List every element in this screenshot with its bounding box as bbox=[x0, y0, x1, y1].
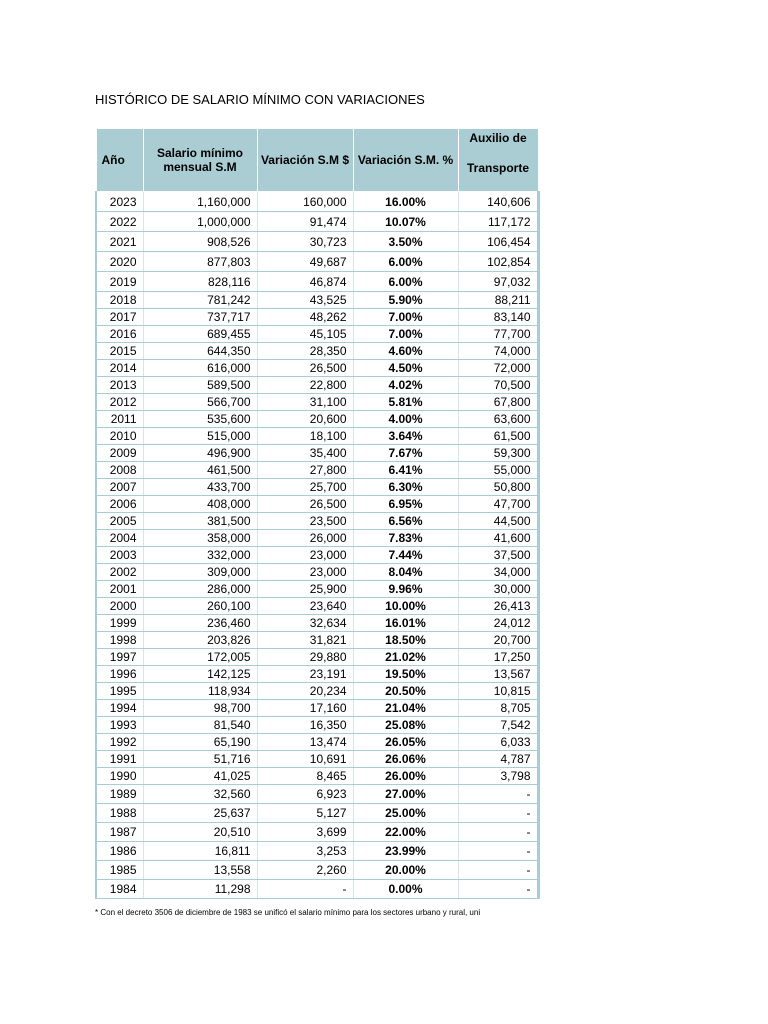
table-row bbox=[96, 343, 538, 360]
cell-variation-pct: 18.50% bbox=[353, 632, 458, 649]
cell-salary: 332,000 bbox=[143, 547, 257, 564]
cell-year: 1987 bbox=[96, 823, 143, 842]
cell-year: 2013 bbox=[96, 377, 143, 394]
cell-year: 2023 bbox=[96, 192, 143, 212]
cell-variation-pct: 4.00% bbox=[353, 411, 458, 428]
cell-transport-aid: 97,032 bbox=[458, 272, 538, 292]
cell-variation: 3,699 bbox=[257, 823, 353, 842]
cell-transport-aid: 83,140 bbox=[458, 309, 538, 326]
table-row bbox=[96, 861, 538, 880]
cell-transport-aid: 63,600 bbox=[458, 411, 538, 428]
cell-year: 1991 bbox=[96, 751, 143, 768]
cell-year: 2000 bbox=[96, 598, 143, 615]
cell-variation: 35,400 bbox=[257, 445, 353, 462]
cell-transport-aid: 72,000 bbox=[458, 360, 538, 377]
cell-variation: 20,600 bbox=[257, 411, 353, 428]
cell-variation: 17,160 bbox=[257, 700, 353, 717]
table-row bbox=[96, 192, 538, 212]
cell-variation-pct: 20.50% bbox=[353, 683, 458, 700]
document-title: HISTÓRICO DE SALARIO MÍNIMO CON VARIACIONES bbox=[95, 92, 425, 107]
cell-year: 1992 bbox=[96, 734, 143, 751]
cell-transport-aid: 55,000 bbox=[458, 462, 538, 479]
cell-transport-aid: 67,800 bbox=[458, 394, 538, 411]
cell-salary: 25,637 bbox=[143, 804, 257, 823]
cell-variation: 27,800 bbox=[257, 462, 353, 479]
cell-transport-aid: 20,700 bbox=[458, 632, 538, 649]
cell-salary: 16,811 bbox=[143, 842, 257, 861]
cell-year: 2008 bbox=[96, 462, 143, 479]
cell-transport-aid: 106,454 bbox=[458, 232, 538, 252]
cell-transport-aid: 47,700 bbox=[458, 496, 538, 513]
cell-year: 1993 bbox=[96, 717, 143, 734]
cell-salary: 616,000 bbox=[143, 360, 257, 377]
cell-salary: 203,826 bbox=[143, 632, 257, 649]
cell-variation-pct: 7.00% bbox=[353, 326, 458, 343]
table-row bbox=[96, 785, 538, 804]
cell-variation: 25,900 bbox=[257, 581, 353, 598]
cell-variation-pct: 6.30% bbox=[353, 479, 458, 496]
cell-variation: 91,474 bbox=[257, 212, 353, 232]
cell-transport-aid: 6,033 bbox=[458, 734, 538, 751]
cell-year: 1989 bbox=[96, 785, 143, 804]
cell-variation-pct: 5.81% bbox=[353, 394, 458, 411]
cell-variation-pct: 4.50% bbox=[353, 360, 458, 377]
cell-variation-pct: 0.00% bbox=[353, 880, 458, 899]
cell-variation-pct: 4.02% bbox=[353, 377, 458, 394]
table-row bbox=[96, 513, 538, 530]
table-row bbox=[96, 394, 538, 411]
cell-year: 2020 bbox=[96, 252, 143, 272]
cell-transport-aid: 44,500 bbox=[458, 513, 538, 530]
cell-transport-aid: 77,700 bbox=[458, 326, 538, 343]
cell-transport-aid: 30,000 bbox=[458, 581, 538, 598]
cell-year: 2001 bbox=[96, 581, 143, 598]
footnote: * Con el decreto 3506 de diciembre de 1983 se unificó el salario mínimo para los sectores urbano y rural, uni bbox=[95, 908, 481, 917]
cell-transport-aid: 61,500 bbox=[458, 428, 538, 445]
cell-salary: 81,540 bbox=[143, 717, 257, 734]
cell-variation: 3,253 bbox=[257, 842, 353, 861]
cell-transport-aid: - bbox=[458, 804, 538, 823]
table-row bbox=[96, 360, 538, 377]
cell-salary: 260,100 bbox=[143, 598, 257, 615]
cell-year: 2007 bbox=[96, 479, 143, 496]
table-row bbox=[96, 377, 538, 394]
cell-variation-pct: 5.90% bbox=[353, 292, 458, 309]
cell-salary: 461,500 bbox=[143, 462, 257, 479]
cell-transport-aid: - bbox=[458, 861, 538, 880]
cell-salary: 589,500 bbox=[143, 377, 257, 394]
cell-year: 1999 bbox=[96, 615, 143, 632]
cell-transport-aid: 8,705 bbox=[458, 700, 538, 717]
cell-variation-pct: 19.50% bbox=[353, 666, 458, 683]
table-row bbox=[96, 581, 538, 598]
cell-salary: 51,716 bbox=[143, 751, 257, 768]
table-row bbox=[96, 700, 538, 717]
cell-variation: 25,700 bbox=[257, 479, 353, 496]
cell-salary: 908,526 bbox=[143, 232, 257, 252]
cell-year: 2017 bbox=[96, 309, 143, 326]
table-row bbox=[96, 479, 538, 496]
cell-salary: 1,160,000 bbox=[143, 192, 257, 212]
table-row bbox=[96, 734, 538, 751]
table-header-row bbox=[96, 129, 538, 192]
cell-variation: 8,465 bbox=[257, 768, 353, 785]
cell-variation-pct: 16.00% bbox=[353, 192, 458, 212]
cell-variation: 31,100 bbox=[257, 394, 353, 411]
cell-year: 1988 bbox=[96, 804, 143, 823]
cell-variation-pct: 3.50% bbox=[353, 232, 458, 252]
cell-variation-pct: 10.00% bbox=[353, 598, 458, 615]
cell-variation: 49,687 bbox=[257, 252, 353, 272]
cell-variation: 26,500 bbox=[257, 360, 353, 377]
cell-salary: 496,900 bbox=[143, 445, 257, 462]
cell-salary: 828,116 bbox=[143, 272, 257, 292]
cell-salary: 32,560 bbox=[143, 785, 257, 804]
cell-variation: 160,000 bbox=[257, 192, 353, 212]
cell-year: 2009 bbox=[96, 445, 143, 462]
table-row bbox=[96, 683, 538, 700]
cell-variation: 20,234 bbox=[257, 683, 353, 700]
table-row bbox=[96, 751, 538, 768]
cell-variation-pct: 6.95% bbox=[353, 496, 458, 513]
cell-salary: 286,000 bbox=[143, 581, 257, 598]
cell-variation-pct: 26.00% bbox=[353, 768, 458, 785]
cell-salary: 358,000 bbox=[143, 530, 257, 547]
cell-year: 1998 bbox=[96, 632, 143, 649]
table-row bbox=[96, 564, 538, 581]
table-row bbox=[96, 445, 538, 462]
cell-salary: 13,558 bbox=[143, 861, 257, 880]
cell-variation-pct: 7.67% bbox=[353, 445, 458, 462]
cell-variation-pct: 21.02% bbox=[353, 649, 458, 666]
cell-year: 1984 bbox=[96, 880, 143, 899]
table-body bbox=[96, 192, 538, 899]
cell-variation-pct: 16.01% bbox=[353, 615, 458, 632]
cell-transport-aid: 4,787 bbox=[458, 751, 538, 768]
table-row bbox=[96, 547, 538, 564]
cell-salary: 236,460 bbox=[143, 615, 257, 632]
cell-salary: 309,000 bbox=[143, 564, 257, 581]
cell-transport-aid: 102,854 bbox=[458, 252, 538, 272]
table-row bbox=[96, 649, 538, 666]
table-row bbox=[96, 232, 538, 252]
cell-transport-aid: 17,250 bbox=[458, 649, 538, 666]
table-row bbox=[96, 768, 538, 785]
header-transport-aid bbox=[458, 129, 538, 192]
table-row bbox=[96, 462, 538, 479]
cell-salary: 98,700 bbox=[143, 700, 257, 717]
table-row bbox=[96, 823, 538, 842]
cell-variation-pct: 6.00% bbox=[353, 252, 458, 272]
cell-year: 2005 bbox=[96, 513, 143, 530]
cell-variation-pct: 25.00% bbox=[353, 804, 458, 823]
cell-salary: 11,298 bbox=[143, 880, 257, 899]
cell-transport-aid: 74,000 bbox=[458, 343, 538, 360]
cell-variation: 23,500 bbox=[257, 513, 353, 530]
cell-transport-aid: - bbox=[458, 842, 538, 861]
cell-variation-pct: 7.00% bbox=[353, 309, 458, 326]
cell-transport-aid: 7,542 bbox=[458, 717, 538, 734]
cell-salary: 689,455 bbox=[143, 326, 257, 343]
table-row bbox=[96, 292, 538, 309]
header-transport-aid-line1: Auxilio de bbox=[469, 131, 527, 145]
cell-transport-aid: 24,012 bbox=[458, 615, 538, 632]
cell-transport-aid: 13,567 bbox=[458, 666, 538, 683]
cell-variation: 23,191 bbox=[257, 666, 353, 683]
cell-year: 2003 bbox=[96, 547, 143, 564]
cell-salary: 408,000 bbox=[143, 496, 257, 513]
table-row bbox=[96, 666, 538, 683]
salary-history-table bbox=[95, 128, 540, 899]
cell-variation: 22,800 bbox=[257, 377, 353, 394]
cell-variation: 13,474 bbox=[257, 734, 353, 751]
table-row bbox=[96, 252, 538, 272]
cell-salary: 433,700 bbox=[143, 479, 257, 496]
cell-salary: 535,600 bbox=[143, 411, 257, 428]
cell-salary: 737,717 bbox=[143, 309, 257, 326]
cell-transport-aid: 70,500 bbox=[458, 377, 538, 394]
cell-variation-pct: 27.00% bbox=[353, 785, 458, 804]
cell-variation-pct: 23.99% bbox=[353, 842, 458, 861]
table-row bbox=[96, 411, 538, 428]
header-year: Año bbox=[96, 129, 143, 192]
cell-salary: 172,005 bbox=[143, 649, 257, 666]
cell-variation: 30,723 bbox=[257, 232, 353, 252]
cell-year: 1985 bbox=[96, 861, 143, 880]
cell-variation: 43,525 bbox=[257, 292, 353, 309]
cell-variation-pct: 20.00% bbox=[353, 861, 458, 880]
cell-year: 1996 bbox=[96, 666, 143, 683]
cell-salary: 118,934 bbox=[143, 683, 257, 700]
table-row bbox=[96, 212, 538, 232]
cell-transport-aid: 37,500 bbox=[458, 547, 538, 564]
cell-variation-pct: 8.04% bbox=[353, 564, 458, 581]
cell-transport-aid: - bbox=[458, 785, 538, 804]
table-row bbox=[96, 804, 538, 823]
cell-variation: - bbox=[257, 880, 353, 899]
cell-year: 2018 bbox=[96, 292, 143, 309]
cell-variation-pct: 3.64% bbox=[353, 428, 458, 445]
header-salary: Salario mínimo mensual S.M bbox=[143, 129, 257, 192]
cell-transport-aid: 3,798 bbox=[458, 768, 538, 785]
table-row bbox=[96, 598, 538, 615]
cell-transport-aid: 140,606 bbox=[458, 192, 538, 212]
table-row bbox=[96, 880, 538, 899]
cell-year: 2004 bbox=[96, 530, 143, 547]
header-variation: Variación S.M $ bbox=[257, 129, 353, 192]
table-row bbox=[96, 272, 538, 292]
cell-year: 1990 bbox=[96, 768, 143, 785]
cell-salary: 1,000,000 bbox=[143, 212, 257, 232]
cell-year: 2016 bbox=[96, 326, 143, 343]
cell-year: 2002 bbox=[96, 564, 143, 581]
cell-year: 2014 bbox=[96, 360, 143, 377]
cell-transport-aid: 117,172 bbox=[458, 212, 538, 232]
cell-transport-aid: - bbox=[458, 880, 538, 899]
cell-variation: 32,634 bbox=[257, 615, 353, 632]
cell-variation: 16,350 bbox=[257, 717, 353, 734]
cell-salary: 381,500 bbox=[143, 513, 257, 530]
cell-year: 2012 bbox=[96, 394, 143, 411]
cell-variation-pct: 6.41% bbox=[353, 462, 458, 479]
cell-salary: 41,025 bbox=[143, 768, 257, 785]
cell-year: 1986 bbox=[96, 842, 143, 861]
cell-variation-pct: 22.00% bbox=[353, 823, 458, 842]
cell-variation-pct: 7.44% bbox=[353, 547, 458, 564]
cell-salary: 566,700 bbox=[143, 394, 257, 411]
cell-variation: 29,880 bbox=[257, 649, 353, 666]
cell-variation-pct: 21.04% bbox=[353, 700, 458, 717]
cell-year: 1994 bbox=[96, 700, 143, 717]
cell-salary: 781,242 bbox=[143, 292, 257, 309]
cell-variation: 10,691 bbox=[257, 751, 353, 768]
cell-variation: 2,260 bbox=[257, 861, 353, 880]
cell-variation-pct: 10.07% bbox=[353, 212, 458, 232]
cell-variation: 5,127 bbox=[257, 804, 353, 823]
cell-variation: 18,100 bbox=[257, 428, 353, 445]
table-row bbox=[96, 428, 538, 445]
cell-year: 2015 bbox=[96, 343, 143, 360]
table-row bbox=[96, 632, 538, 649]
cell-transport-aid: 34,000 bbox=[458, 564, 538, 581]
cell-variation: 31,821 bbox=[257, 632, 353, 649]
cell-year: 2006 bbox=[96, 496, 143, 513]
cell-year: 1997 bbox=[96, 649, 143, 666]
cell-variation: 26,000 bbox=[257, 530, 353, 547]
cell-transport-aid: 50,800 bbox=[458, 479, 538, 496]
cell-variation: 28,350 bbox=[257, 343, 353, 360]
cell-variation: 23,000 bbox=[257, 547, 353, 564]
cell-variation: 45,105 bbox=[257, 326, 353, 343]
cell-transport-aid: 41,600 bbox=[458, 530, 538, 547]
cell-transport-aid: 26,413 bbox=[458, 598, 538, 615]
header-variation-pct: Variación S.M. % bbox=[353, 129, 458, 192]
cell-variation-pct: 4.60% bbox=[353, 343, 458, 360]
cell-transport-aid: 88,211 bbox=[458, 292, 538, 309]
cell-transport-aid: 10,815 bbox=[458, 683, 538, 700]
cell-salary: 515,000 bbox=[143, 428, 257, 445]
cell-variation-pct: 7.83% bbox=[353, 530, 458, 547]
cell-year: 2010 bbox=[96, 428, 143, 445]
cell-variation-pct: 26.05% bbox=[353, 734, 458, 751]
table-row bbox=[96, 615, 538, 632]
cell-salary: 142,125 bbox=[143, 666, 257, 683]
cell-salary: 20,510 bbox=[143, 823, 257, 842]
cell-variation-pct: 6.00% bbox=[353, 272, 458, 292]
cell-salary: 644,350 bbox=[143, 343, 257, 360]
cell-year: 2019 bbox=[96, 272, 143, 292]
cell-variation-pct: 25.08% bbox=[353, 717, 458, 734]
header-transport-aid-line2: Transporte bbox=[466, 161, 529, 175]
cell-variation-pct: 9.96% bbox=[353, 581, 458, 598]
cell-variation: 23,000 bbox=[257, 564, 353, 581]
cell-variation-pct: 6.56% bbox=[353, 513, 458, 530]
cell-variation: 26,500 bbox=[257, 496, 353, 513]
cell-variation-pct: 26.06% bbox=[353, 751, 458, 768]
table-row bbox=[96, 326, 538, 343]
table-row bbox=[96, 530, 538, 547]
cell-year: 2011 bbox=[96, 411, 143, 428]
table-row bbox=[96, 717, 538, 734]
cell-variation: 23,640 bbox=[257, 598, 353, 615]
cell-salary: 65,190 bbox=[143, 734, 257, 751]
cell-transport-aid: 59,300 bbox=[458, 445, 538, 462]
cell-variation: 6,923 bbox=[257, 785, 353, 804]
cell-year: 1995 bbox=[96, 683, 143, 700]
cell-year: 2022 bbox=[96, 212, 143, 232]
table-row bbox=[96, 496, 538, 513]
cell-year: 2021 bbox=[96, 232, 143, 252]
cell-salary: 877,803 bbox=[143, 252, 257, 272]
cell-variation: 46,874 bbox=[257, 272, 353, 292]
cell-transport-aid: - bbox=[458, 823, 538, 842]
table-row bbox=[96, 309, 538, 326]
cell-variation: 48,262 bbox=[257, 309, 353, 326]
table-row bbox=[96, 842, 538, 861]
